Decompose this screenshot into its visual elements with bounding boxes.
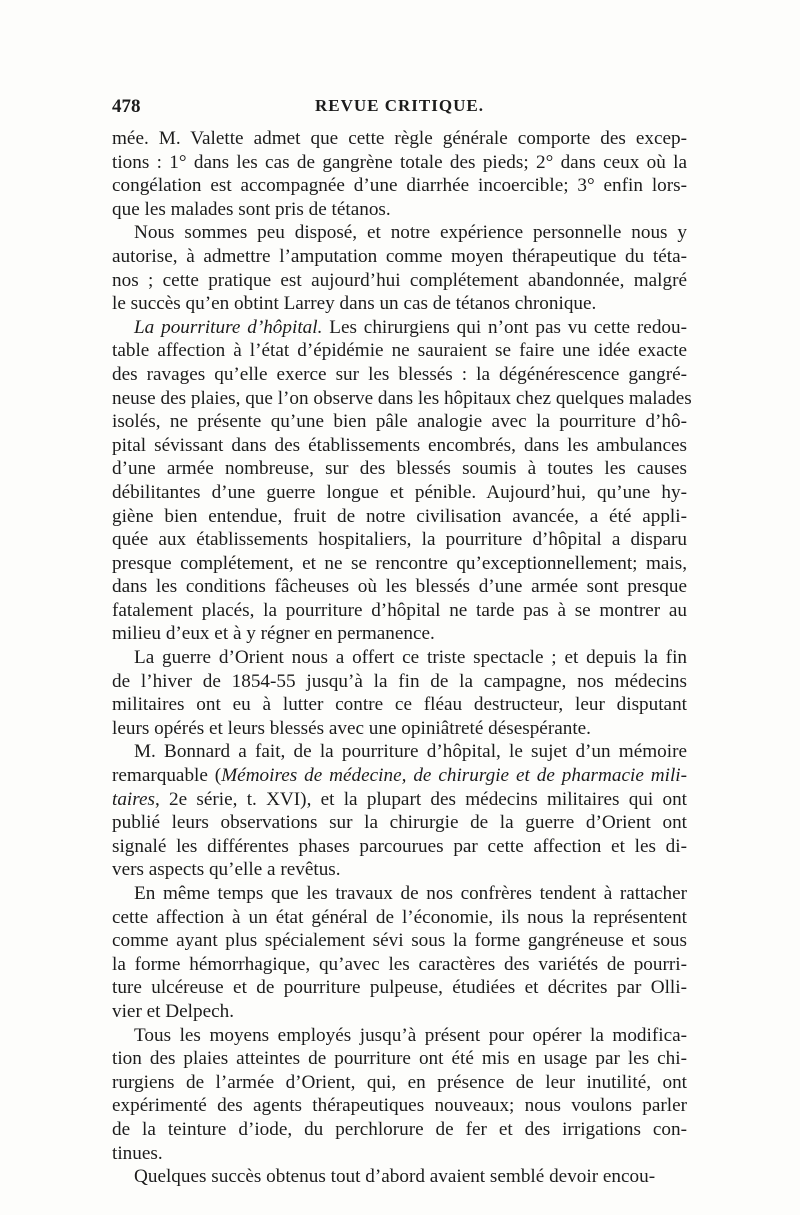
text-line: de l’hiver de 1854-55 jusqu’à la fin de la campagne, nos médecins <box>112 670 687 692</box>
text-line: de la teinture d’iode, du perchlorure de fer et des irrigations con- <box>112 1118 687 1140</box>
running-head: REVUE CRITIQUE. <box>315 96 484 115</box>
text-line: vers aspects qu’elle a revêtus. <box>112 859 341 881</box>
text-line: remarquable (Mémoires de médecine, de chirurgie et de pharmacie mili- <box>112 765 687 787</box>
text-line: la forme hémorrhagique, qu’avec les caractères des variétés de pourri- <box>112 953 687 975</box>
text-line: En même temps que les travaux de nos confrères tendent à rattacher <box>134 883 687 904</box>
page-header <box>112 96 687 118</box>
text-line: le succès qu’en obtint Larrey dans un cas de tétanos chronique. <box>112 293 597 315</box>
text-line: rurgiens de l’armée d’Orient, qui, en présence de leur inutilité, ont <box>112 1071 687 1093</box>
text-line: congélation est accompagnée d’une diarrhée incoercible; 3° enfin lors- <box>112 175 687 197</box>
text-line: expérimenté des agents thérapeutiques nouveaux; nous voulons parler <box>112 1095 687 1117</box>
text-line: neuse des plaies, que l’on observe dans les hôpitaux chez quelques malades <box>112 387 692 409</box>
text-line: signalé les différentes phases parcourues par cette affection et les di- <box>112 835 687 857</box>
text-line: taires, 2e série, t. XVI), et la plupart des médecins militaires qui ont <box>112 788 687 810</box>
text-line: Nous sommes peu disposé, et notre expérience personnelle nous y <box>134 222 687 244</box>
text-line: des ravages qu’elle exerce sur les blessés : la dégénérescence gangré- <box>112 363 687 385</box>
text-line: comme ayant plus spécialement sévi sous la forme gangréneuse et sous <box>112 930 687 952</box>
text-line: fatalement placés, la pourriture d’hôpital ne tarde pas à se montrer au <box>112 599 687 621</box>
text-line: leurs opérés et leurs blessés avec une opiniâtreté désespérante. <box>112 717 591 739</box>
page-number: 478 <box>112 96 141 117</box>
text-line: vier et Delpech. <box>112 1000 234 1022</box>
text-line: giène bien entendue, fruit de notre civilisation avancée, a été appli- <box>112 505 687 527</box>
body-text <box>112 127 692 1189</box>
text-line: M. Bonnard a fait, de la pourriture d’hôpital, le sujet d’un mémoire <box>134 741 687 763</box>
text-line: presque complétement, et ne se rencontre qu’exceptionnellement; mais, <box>112 552 687 574</box>
text-line: dans les conditions fâcheuses où les blessés d’une armée sont presque <box>112 576 687 598</box>
text-line: d’une armée nombreuse, sur des blessés soumis à toutes les causes <box>112 458 687 480</box>
text-line: La guerre d’Orient nous a offert ce triste spectacle ; et depuis la fin <box>134 647 687 669</box>
text-line: ture ulcéreuse et de pourriture pulpeuse, étudiées et décrites par Olli- <box>112 977 687 999</box>
text-line: nos ; cette pratique est aujourd’hui complétement abandonnée, malgré <box>112 269 687 291</box>
text-line: tion des plaies atteintes de pourriture ont été mis en usage par les chi- <box>112 1048 687 1070</box>
text-line: Tous les moyens employés jusqu’à présent pour opérer la modifica- <box>134 1024 687 1046</box>
text-line: quée aux établissements hospitaliers, la pourriture d’hôpital a disparu <box>112 529 687 551</box>
text-line: que les malades sont pris de tétanos. <box>112 198 391 220</box>
text-line: débilitantes d’une guerre longue et pénible. Aujourd’hui, qu’une hy- <box>112 481 687 503</box>
text-line: table affection à l’état d’épidémie ne sauraient se faire une idée exacte <box>112 340 687 362</box>
text-line: isolés, ne présente qu’une bien pâle analogie avec la pourriture d’hô- <box>112 411 687 433</box>
text-line: tinues. <box>112 1142 163 1164</box>
text-line: publié leurs observations sur la chirurgie de la guerre d’Orient ont <box>112 812 687 834</box>
text-line: pital sévissant dans des établissements encombrés, dans les ambulances <box>112 434 687 456</box>
text-line: autorise, à admettre l’amputation comme moyen thérapeutique du téta- <box>112 245 687 267</box>
text-line: militaires ont eu à lutter contre ce fléau destructeur, leur disputant <box>112 694 687 716</box>
text-line: tions : 1° dans les cas de gangrène totale des pieds; 2° dans ceux où la <box>112 151 687 173</box>
text-line: Quelques succès obtenus tout d’abord avaient semblé devoir encou- <box>134 1166 656 1188</box>
text-line: milieu d’eux et à y régner en permanence. <box>112 623 435 645</box>
text-line: cette affection à un état général de l’économie, ils nous la représentent <box>112 906 687 928</box>
text-line: La pourriture d’hôpital. Les chirurgiens qui n’ont pas vu cette redou- <box>134 316 687 338</box>
text-line: mée. M. Valette admet que cette règle générale comporte des excep- <box>112 128 687 149</box>
